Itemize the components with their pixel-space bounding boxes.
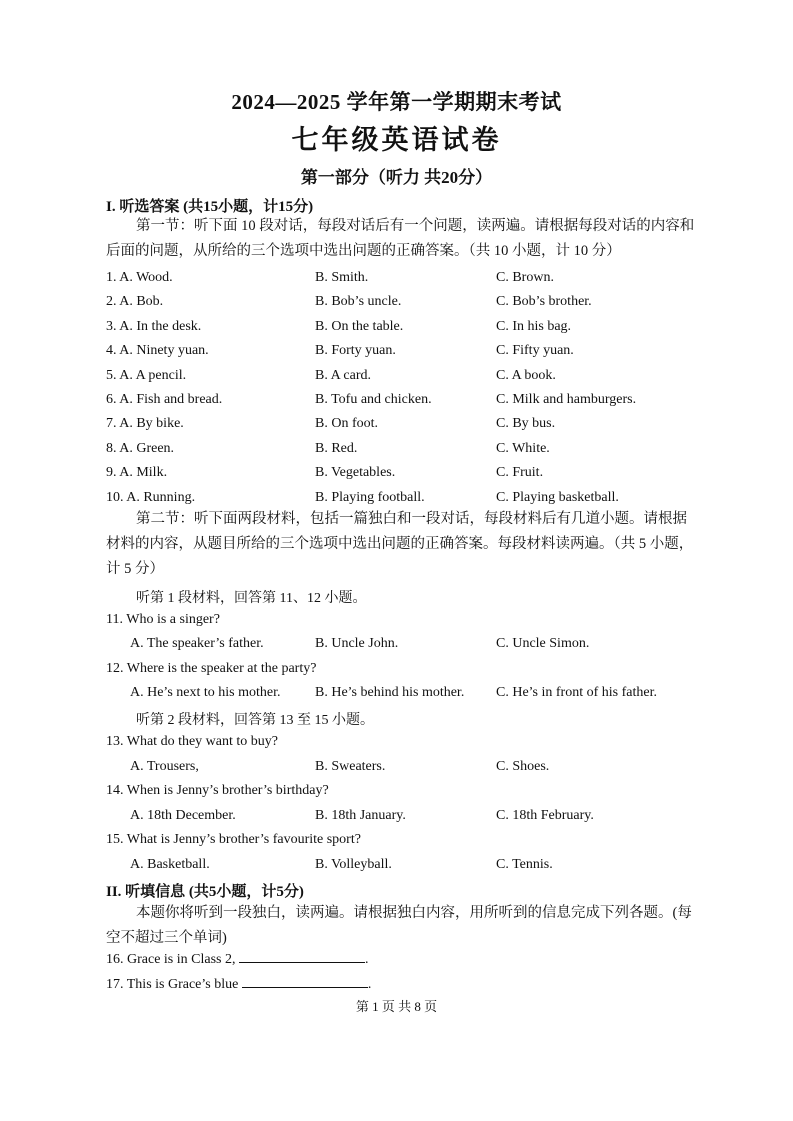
question-2-option-a: 2. A. Bob.	[106, 294, 164, 310]
section2-heading: II. 听填信息 (共5小题，计5分)	[106, 884, 304, 900]
q14-option-c: C. 18th February.	[496, 808, 594, 823]
question-2-option-c: C. Bob’s brother.	[496, 294, 592, 310]
section2-intro: 本题你将听到一段独白，读两遍。请根据独白内容，用所听到的信息完成下列各题。(每空不超过三个单词)	[106, 905, 692, 946]
q13-option-b: B. Sweaters.	[315, 759, 386, 774]
question-6-option-c: C. Milk and hamburgers.	[496, 392, 637, 407]
q13-option-c: C. Shoes.	[496, 759, 550, 774]
question-10-option-b: B. Playing football.	[315, 489, 425, 505]
question-15: 15. What is Jenny’s brother’s favourite sport?	[106, 832, 361, 847]
question-1-option-b: B. Smith.	[315, 270, 369, 285]
question-12: 12. Where is the speaker at the party?	[106, 661, 317, 676]
q11-option-a: A. The speaker’s father.	[130, 636, 264, 651]
q17-blank	[242, 975, 368, 988]
section1-intro1: 第一节：听下面 10 段对话，每段对话后有一个问题，读两遍。请根据每段对话的内容和后面的问题，从所给的三个选项中选出问题的正确答案。（共 10 小题，计 10 分）	[106, 218, 695, 259]
question-7-option-a: 7. A. By bike.	[106, 416, 184, 432]
question-11: 11. Who is a singer?	[106, 612, 220, 627]
q14-option-b: B. 18th January.	[315, 808, 406, 823]
question-3-option-a: 3. A. In the desk.	[106, 318, 202, 334]
q12-option-a: A. He’s next to his mother.	[130, 685, 281, 700]
question-9-option-a: 9. A. Milk.	[106, 465, 168, 481]
question-9-option-c: C. Fruit.	[496, 465, 544, 481]
q12-option-c: C. He’s in front of his father.	[496, 685, 657, 700]
question-3-option-c: C. In his bag.	[496, 318, 572, 334]
question-10-option-a: 10. A. Running.	[106, 489, 196, 505]
exam-subtitle: 七年级英语试卷	[291, 125, 502, 155]
q14-option-a: A. 18th December.	[130, 808, 236, 823]
question-1-option-c: C. Brown.	[496, 270, 554, 285]
q16-blank	[239, 950, 365, 963]
question-4-option-a: 4. A. Ninety yuan.	[106, 343, 209, 359]
question-1-option-a: 1. A. Wood.	[106, 270, 173, 285]
question-8-option-c: C. White.	[496, 440, 550, 456]
question-16: 16. Grace is in Class 2, .	[106, 952, 369, 967]
question-4-option-c: C. Fifty yuan.	[496, 343, 574, 359]
question-3-option-b: B. On the table.	[315, 318, 404, 334]
q15-option-b: B. Volleyball.	[315, 857, 392, 872]
question-6-option-a: 6. A. Fish and bread.	[106, 392, 223, 407]
question-13: 13. What do they want to buy?	[106, 734, 278, 749]
q11-option-c: C. Uncle Simon.	[496, 636, 590, 651]
q11-option-b: B. Uncle John.	[315, 636, 399, 651]
question-8-option-a: 8. A. Green.	[106, 440, 175, 456]
material2-note: 听第 2 段材料，回答第 13 至 15 小题。	[136, 713, 374, 728]
q13-option-a: A. Trousers,	[130, 759, 199, 774]
q12-option-b: B. He’s behind his mother.	[315, 685, 465, 700]
section1-heading: I. 听选答案 (共15小题，计15分)	[106, 199, 314, 215]
page-footer: 第 1 页 共 8 页	[355, 999, 438, 1014]
q15-option-a: A. Basketball.	[130, 857, 210, 872]
question-7-option-c: C. By bus.	[496, 416, 556, 432]
question-10-option-c: C. Playing basketball.	[496, 489, 619, 505]
question-7-option-b: B. On foot.	[315, 416, 378, 432]
q16-text: 16. Grace is in Class 2,	[106, 952, 236, 967]
question-9-option-b: B. Vegetables.	[315, 465, 396, 481]
question-4-option-b: B. Forty yuan.	[315, 343, 396, 359]
question-5-option-a: 5. A. A pencil.	[106, 367, 187, 383]
q17-text: 17. This is Grace’s blue	[106, 977, 239, 992]
question-14: 14. When is Jenny’s brother’s birthday?	[106, 783, 329, 798]
question-6-option-b: B. Tofu and chicken.	[315, 392, 432, 407]
q15-option-c: C. Tennis.	[496, 857, 553, 872]
material1-note: 听第 1 段材料，回答第 11、12 小题。	[136, 591, 367, 606]
section1-intro2: 第二节：听下面两段材料，包括一篇独白和一段对话，每段材料后有几道小题。请根据材料的内容，从题目所给的三个选项中选出问题的正确答案。每段材料读两遍。（共 5 小题，计 5 分）	[106, 511, 694, 577]
question-17: 17. This is Grace’s blue .	[106, 977, 372, 992]
question-5-option-c: C. A book.	[496, 367, 556, 383]
part-heading: 第一部分（听力 共20分）	[300, 168, 493, 187]
exam-title: 2024—2025 学年第一学期期末考试	[231, 90, 562, 114]
question-8-option-b: B. Red.	[315, 440, 358, 456]
question-2-option-b: B. Bob’s uncle.	[315, 294, 402, 310]
question-5-option-b: B. A card.	[315, 367, 371, 383]
